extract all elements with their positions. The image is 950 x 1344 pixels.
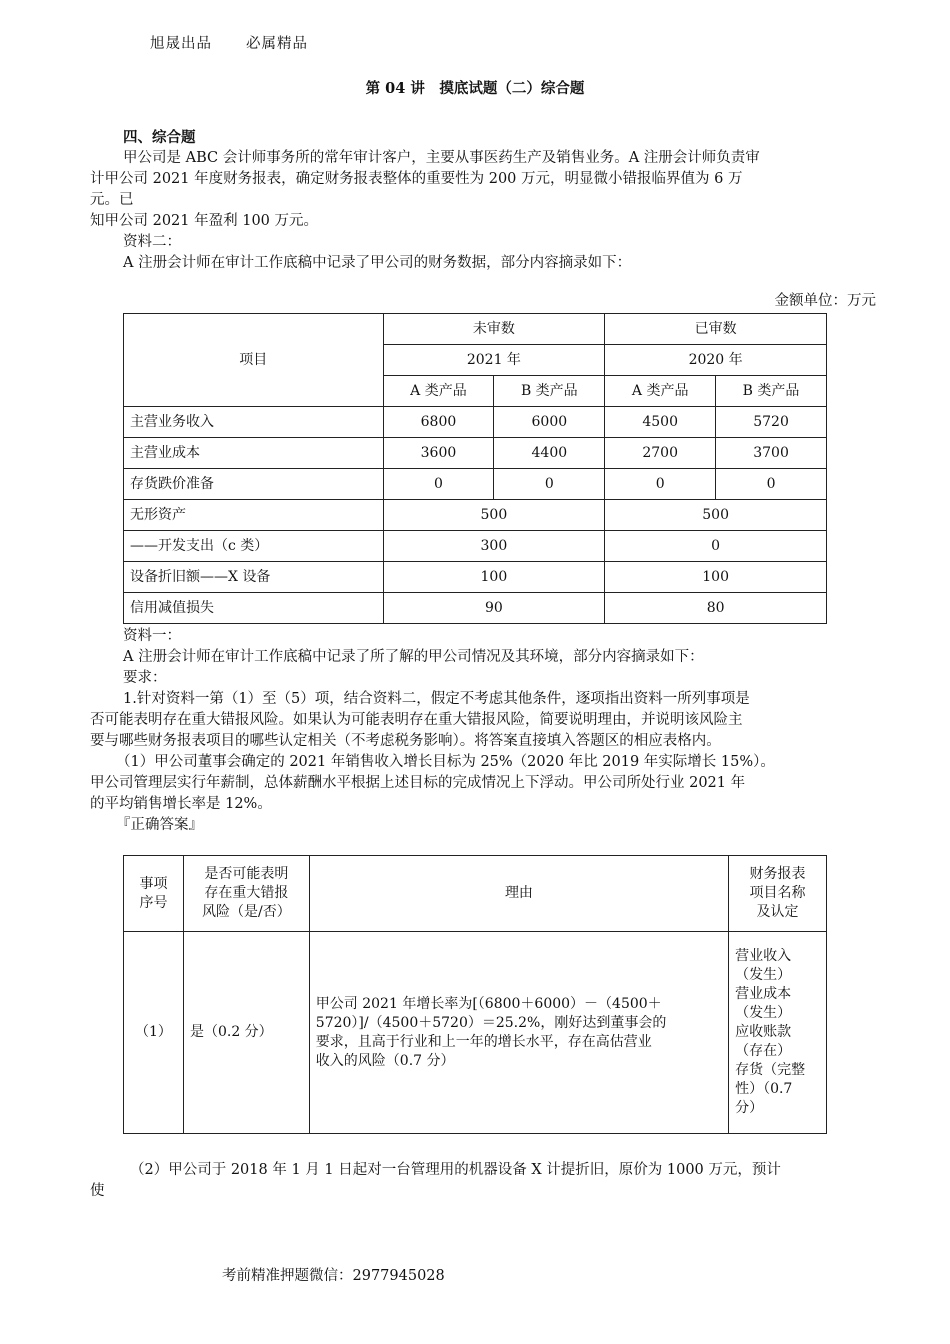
- item-line: 性）（0.7: [735, 1081, 793, 1097]
- table-cell: 0: [494, 469, 605, 500]
- header-items: [729, 856, 827, 932]
- table-cell: 0: [605, 469, 716, 500]
- header-slogan: 必属精品: [246, 36, 308, 52]
- table-row: [124, 531, 827, 562]
- table-cell: 500: [605, 500, 827, 531]
- table-row: [124, 407, 827, 438]
- intro-line: 计甲公司 2021 年度财务报表，确定财务报表整体的重要性为 200 万元，明显微小错报临界值为 6 万: [90, 171, 743, 187]
- product-b-header: B 类产品: [494, 376, 605, 407]
- table-cell: 500: [383, 500, 605, 531]
- header-reason: 理由: [309, 856, 728, 932]
- page-footer: 考前精准押题微信：2977945028: [222, 1268, 445, 1284]
- table-cell: 0: [605, 531, 827, 562]
- table-row: [124, 469, 827, 500]
- material2-label: 资料二：: [123, 234, 181, 250]
- item-line: 分）: [735, 1100, 764, 1116]
- table-cell: 6800: [383, 407, 494, 438]
- item1-line: （1）甲公司董事会确定的 2021 年销售收入增长目标为 25%（2020 年比 2019 年实际增长 15%）。: [116, 754, 775, 770]
- reason-line: 收入的风险（0.7 分）: [315, 1052, 455, 1069]
- intro-line: 甲公司是 ABC 会计师事务所的常年审计客户，主要从事医药生产及销售业务。A 注册会计师负责审: [123, 150, 760, 166]
- row-label: ——开发支出（c 类）: [124, 531, 384, 562]
- material1-label: 资料一：: [123, 628, 181, 644]
- row-label: 存货跌价准备: [124, 469, 384, 500]
- table-row: [124, 593, 827, 624]
- page-header: [150, 34, 308, 55]
- requirements-block: [90, 626, 880, 836]
- item-line: 存货（完整: [735, 1062, 806, 1078]
- header-text: 风险（是/否）: [202, 904, 291, 920]
- intro-block: [90, 127, 880, 274]
- answer-label: 『正确答案』: [116, 817, 203, 833]
- reason-line: 甲公司 2021 年增长率为[（6800＋6000）－（4500＋: [315, 995, 662, 1012]
- reason-line: 要求，且高于行业和上一年的增长水平，存在高估营业: [315, 1033, 652, 1050]
- material2-desc: A 注册会计师在审计工作底稿中记录了甲公司的财务数据，部分内容摘录如下：: [123, 255, 632, 271]
- table-cell: 100: [383, 562, 605, 593]
- header-brand: 旭晟出品: [150, 36, 212, 52]
- product-a-header: A 类产品: [383, 376, 494, 407]
- header-text: 是否可能表明: [204, 866, 289, 882]
- product-b-header: B 类产品: [716, 376, 827, 407]
- table-cell: 5720: [716, 407, 827, 438]
- table-cell: 3700: [716, 438, 827, 469]
- row-label: 主营业成本: [124, 438, 384, 469]
- table-cell: 4400: [494, 438, 605, 469]
- requirement-line: 1.针对资料一第（1）至（5）项，结合资料二，假定不考虑其他条件，逐项指出资料一所列事项是: [123, 691, 750, 707]
- item-line: （发生）: [735, 967, 792, 983]
- table-cell: 2700: [605, 438, 716, 469]
- header-text: 财务报表: [749, 866, 806, 882]
- table-cell: 6000: [494, 407, 605, 438]
- header-text: 项目名称: [749, 885, 806, 901]
- audited-header: 已审数: [605, 314, 827, 345]
- header-text: 及认定: [756, 904, 799, 920]
- table-row: [124, 438, 827, 469]
- requirement-line: 否可能表明存在重大错报风险。如果认为可能表明存在重大错报风险，简要说明理由，并说明该风险主: [90, 712, 743, 728]
- header-risk: [183, 856, 309, 932]
- table-row: [124, 562, 827, 593]
- row-label: 无形资产: [124, 500, 384, 531]
- table-cell: 100: [605, 562, 827, 593]
- item-line: （存在）: [735, 1043, 792, 1059]
- item1-line: 甲公司管理层实行年薪制，总体薪酬水平根据上述目标的完成情况上下浮动。甲公司所处行业 2021 年: [90, 775, 746, 791]
- table-row: [124, 500, 827, 531]
- item-line: 应收账款: [735, 1024, 792, 1040]
- requirement-line: 要与哪些财务报表项目的哪些认定相关（不考虑税务影响）。将答案直接填入答题区的相应表格内。: [90, 733, 721, 749]
- table-header-row: [124, 314, 827, 345]
- answer-items: [729, 932, 827, 1134]
- header-text: 存在重大错报: [204, 885, 289, 901]
- intro-line: 元。已: [90, 192, 134, 208]
- table-cell: 0: [383, 469, 494, 500]
- year-2020-header: 2020 年: [605, 345, 827, 376]
- table-cell: 300: [383, 531, 605, 562]
- answer-yes: 是（0.2 分）: [183, 932, 309, 1134]
- item-line: 营业收入: [735, 948, 792, 964]
- intro-line: 知甲公司 2021 年盈利 100 万元。: [90, 213, 319, 229]
- item2-line: （2）甲公司于 2018 年 1 月 1 日起对一台管理用的机器设备 X 计提折旧，原价为 1000 万元，预计: [130, 1162, 781, 1178]
- table-cell: 3600: [383, 438, 494, 469]
- section-heading: 四、综合题: [123, 129, 196, 146]
- unaudited-header: 未审数: [383, 314, 605, 345]
- table-cell: 0: [716, 469, 827, 500]
- header-text: 序号: [139, 894, 168, 911]
- table-cell: 4500: [605, 407, 716, 438]
- row-label: 信用减值损失: [124, 593, 384, 624]
- product-a-header: A 类产品: [605, 376, 716, 407]
- lecture-title: 第 04 讲 摸底试题（二）综合题: [365, 80, 585, 97]
- item1-line: 的平均销售增长率是 12%。: [90, 796, 272, 812]
- table-row: [124, 932, 827, 1134]
- item-header: 项目: [124, 314, 384, 407]
- answer-no: （1）: [124, 932, 184, 1134]
- answer-table: [123, 855, 827, 1134]
- item-line: （发生）: [735, 1005, 792, 1021]
- material1-desc: A 注册会计师在审计工作底稿中记录了所了解的甲公司情况及其环境，部分内容摘录如下：: [123, 649, 704, 665]
- item-line: 营业成本: [735, 986, 792, 1002]
- row-label: 设备折旧额——X 设备: [124, 562, 384, 593]
- answer-header-row: [124, 856, 827, 932]
- table-cell: 80: [605, 593, 827, 624]
- requirement-label: 要求：: [123, 670, 167, 686]
- unit-note: 金额单位：万元: [774, 293, 876, 309]
- header-no: [124, 856, 184, 932]
- financial-data-table: [123, 313, 827, 624]
- row-label: 主营业务收入: [124, 407, 384, 438]
- answer-reason: [309, 932, 728, 1134]
- year-2021-header: 2021 年: [383, 345, 605, 376]
- header-text: 事项: [139, 875, 168, 892]
- table-cell: 90: [383, 593, 605, 624]
- item2-block: [90, 1160, 880, 1202]
- item2-line: 使: [90, 1183, 105, 1199]
- reason-line: 5720）]/（4500＋5720）＝25.2%，刚好达到董事会的: [315, 1014, 667, 1031]
